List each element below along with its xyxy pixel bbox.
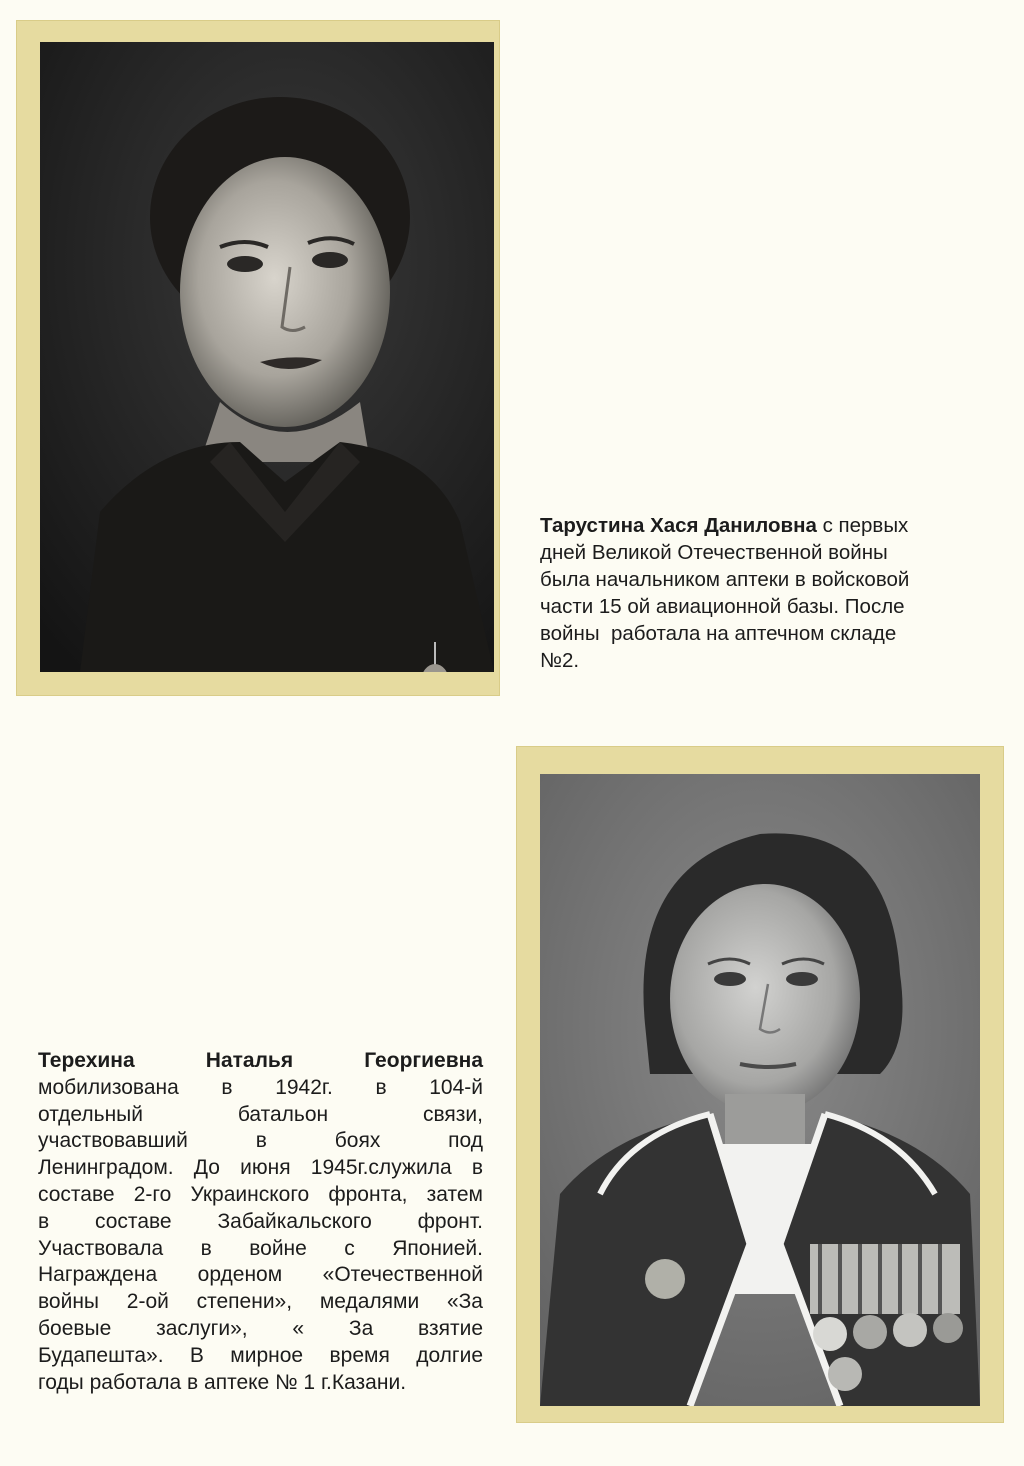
person-name-2-text: Терехина Наталья Георгиевна [38, 1049, 483, 1072]
caption-2-line-11: Будапешта». В мирное время долгие [38, 1343, 483, 1367]
portrait-frame-2 [516, 746, 1004, 1423]
caption-2-line-5: составе 2-го Украинского фронта, затем [38, 1182, 483, 1206]
caption-2-line-2: отдельный батальон связи, [38, 1102, 483, 1126]
portrait-caption-2 [38, 1048, 483, 1396]
caption-1-line-4: части 15 ой авиационной базы. После [540, 595, 905, 618]
caption-2-line-3: участвовавший в боях под [38, 1129, 483, 1153]
portrait-photo-2 [540, 774, 980, 1406]
caption-2-line-10: боевые заслуги», « За взятие [38, 1316, 483, 1340]
caption-1-line-6: №2. [540, 649, 580, 672]
caption-2-line-7: Участвовала в войне с Японией. [38, 1236, 483, 1260]
portrait-photo-1 [40, 42, 494, 672]
caption-1-line-1: с первых [822, 514, 909, 537]
caption-1-line-5: войны работала на аптечном складе [540, 622, 897, 645]
portrait-caption-1 [540, 512, 985, 674]
person-name-1: Тарустина Хася Даниловна [540, 514, 817, 537]
caption-2-line-1: мобилизована в 1942г. в 104-й [38, 1075, 483, 1099]
caption-2-line-12: годы работала в аптеке № 1 г.Казани. [38, 1370, 407, 1394]
portrait-woman-2-image [540, 774, 980, 1406]
caption-2-line-4: Ленинградом. До июня 1945г.служила в [38, 1156, 483, 1180]
portrait-frame-1 [16, 20, 500, 696]
caption-2-line-8: Награждена орденом «Отечественной [38, 1263, 483, 1287]
caption-1-line-2: дней Великой Отечественной войны [540, 541, 888, 564]
portrait-woman-1-image [40, 42, 494, 672]
person-name-2 [38, 1048, 483, 1075]
caption-2-line-6: в составе Забайкальского фронт. [38, 1209, 483, 1233]
caption-1-line-3: была начальником аптеки в войсковой [540, 568, 910, 591]
caption-2-line-9: войны 2-ой степени», медалями «За [38, 1290, 483, 1314]
